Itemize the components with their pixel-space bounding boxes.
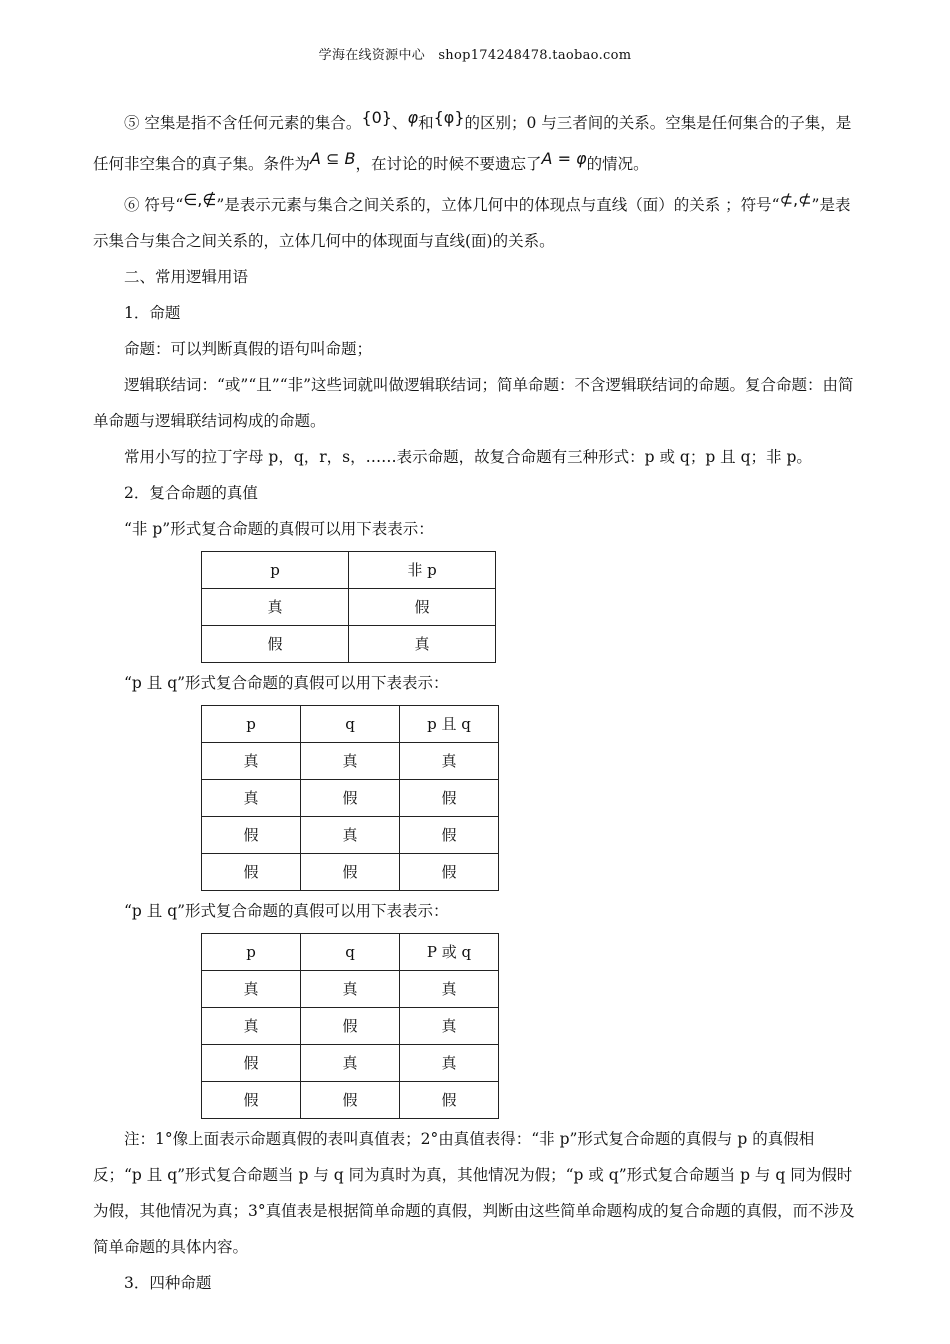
table-header-row: [202, 552, 496, 589]
table-header-cell: 非 p: [349, 552, 496, 589]
table-cell: 真: [301, 817, 400, 854]
table-cell: 假: [202, 1082, 301, 1119]
table-row: [202, 817, 499, 854]
table-cell: 假: [202, 626, 349, 663]
math-subset-symbols: ⊄,⊄: [779, 190, 812, 209]
table-row: [202, 1082, 499, 1119]
table-cell: 假: [400, 780, 499, 817]
table-row: [202, 626, 496, 663]
table-header-row: [202, 934, 499, 971]
truth-table-p-or-q: [201, 933, 499, 1119]
text-run: ”是表示元素与集合之间关系的，立体几何中的体现点与直线（面）的关系 ；符号“: [216, 196, 780, 214]
table-header-cell: q: [301, 706, 400, 743]
table-cell: 假: [301, 1082, 400, 1119]
table-row: [202, 854, 499, 891]
table-cell: 假: [202, 1045, 301, 1082]
note-paragraph: 注：1°像上面表示命题真假的表叫真值表；2°由真值表得：“非 p”形式复合命题的真假与 p 的真假相反；“p 且 q”形式复合命题当 p 与 q 同为真时为真，其他情况为假；“p 或 q”形式复合命题当 p 与 q 同为假时为假，其他情况为真；3°真值表是根据简单命题的真假，判断由这些简单命题构成的复合命题的真假，而不涉及简单命题的具体内容。: [93, 1130, 855, 1256]
table-cell: 假: [202, 817, 301, 854]
subsection-heading-3: 3．四种命题: [124, 1274, 212, 1292]
text-run: ⑤ 空集是指不含任何元素的集合。: [124, 114, 362, 132]
table-row: [202, 971, 499, 1008]
table-cell: 假: [301, 854, 400, 891]
text-run: ”是表示集合与集合之间关系的，立体几何中的体现面与直线(面)的关系。: [93, 196, 851, 250]
math-equals-phi: A = φ: [541, 149, 587, 168]
table-cell: 真: [301, 743, 400, 780]
truth-table-not-p: [201, 551, 496, 663]
paragraph-symbols: [93, 182, 860, 259]
table-cell: 真: [202, 743, 301, 780]
table-cell: 真: [301, 971, 400, 1008]
document-body: [93, 100, 860, 1301]
definition-proposition: 命题：可以判断真假的语句叫命题；: [124, 340, 373, 358]
definition-logical-connectives: 逻辑联结词：“或”“且”“非”这些词就叫做逻辑联结词；简单命题：不含逻辑联结词的命题。复合命题：由简单命题与逻辑联结词构成的命题。: [93, 376, 854, 430]
table-cell: 假: [349, 589, 496, 626]
text-run: ，在讨论的时候不要遗忘了: [355, 155, 542, 173]
table-caption-not-p: “非 p”形式复合命题的真假可以用下表表示：: [124, 520, 434, 538]
table-cell: 真: [349, 626, 496, 663]
section-heading: 二、常用逻辑用语: [124, 268, 249, 286]
table-cell: 假: [400, 854, 499, 891]
text-run: ⑥ 符号“: [124, 196, 184, 214]
table-cell: 真: [301, 1045, 400, 1082]
table-cell: 真: [202, 1008, 301, 1045]
table-header-cell: p: [202, 934, 301, 971]
table-cell: 假: [400, 1082, 499, 1119]
paragraph-empty-set: [93, 100, 860, 182]
table-header-cell: p 且 q: [400, 706, 499, 743]
subsection-heading-1: 1．命题: [124, 304, 181, 322]
table-row: [202, 1045, 499, 1082]
table-cell: 真: [202, 971, 301, 1008]
truth-table-p-and-q: [201, 705, 499, 891]
table-cell: 真: [400, 1045, 499, 1082]
table-row: [202, 1008, 499, 1045]
table-row: [202, 743, 499, 780]
table-cell: 假: [400, 817, 499, 854]
table-cell: 假: [301, 1008, 400, 1045]
table-header-cell: q: [301, 934, 400, 971]
table-row: [202, 589, 496, 626]
table-header-row: [202, 706, 499, 743]
math-element-of: ∈,∉: [183, 190, 217, 209]
table-cell: 真: [400, 971, 499, 1008]
table-header-cell: p: [202, 706, 301, 743]
paragraph-forms: 常用小写的拉丁字母 p，q，r，s，……表示命题，故复合命题有三种形式：p 或 q；p 且 q；非 p。: [124, 448, 812, 466]
page-header: 学海在线资源中心 shop174248478.taobao.com: [318, 48, 632, 63]
text-run: 的情况。: [586, 155, 649, 173]
table-cell: 假: [202, 854, 301, 891]
text-run: 、: [391, 114, 408, 132]
math-phi: φ: [407, 108, 419, 127]
table-header-cell: p: [202, 552, 349, 589]
table-cell: 真: [202, 589, 349, 626]
table-header-cell: P 或 q: [400, 934, 499, 971]
table-row: [202, 780, 499, 817]
table-cell: 真: [400, 1008, 499, 1045]
math-set-zero: {0}: [361, 108, 392, 127]
table-cell: 真: [202, 780, 301, 817]
table-caption-p-and-q: “p 且 q”形式复合命题的真假可以用下表表示：: [124, 674, 449, 692]
text-run: 和: [418, 114, 434, 132]
table-caption-p-or-q: “p 且 q”形式复合命题的真假可以用下表表示：: [124, 902, 449, 920]
text-run: 的区别；0 与三者间的关系。空集是任何集合的子集，是任何非空集合的真子集。条件为: [93, 114, 852, 173]
table-cell: 假: [301, 780, 400, 817]
subsection-heading-2: 2．复合命题的真值: [124, 484, 258, 502]
math-set-phi: {φ}: [433, 108, 465, 127]
math-subset: A ⊆ B: [310, 149, 356, 168]
table-cell: 真: [400, 743, 499, 780]
